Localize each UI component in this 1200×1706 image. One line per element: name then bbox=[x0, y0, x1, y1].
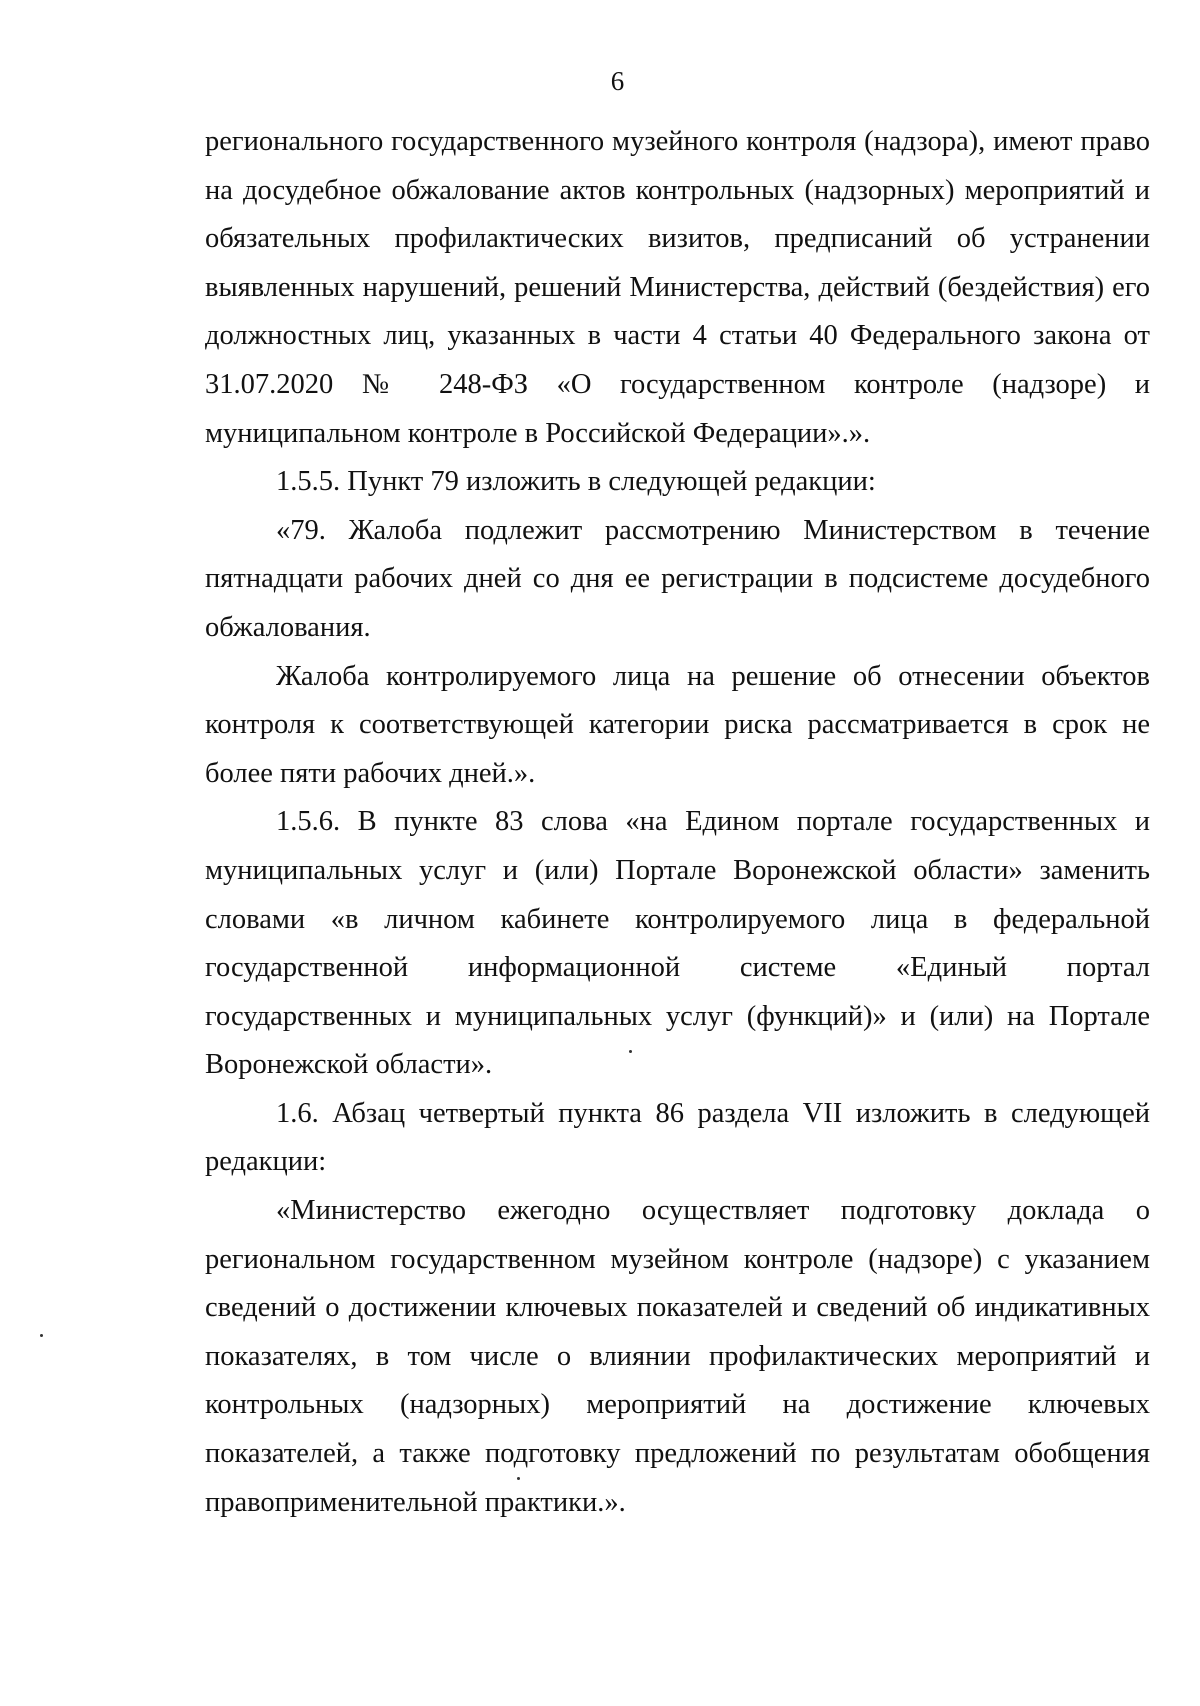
paragraph-ministry-report: «Министерство ежегодно осуществляет подготовку доклада о региональном государственном музейном контроле (надзоре) с указанием сведений о достижении ключевых показателей и сведений об индикативных показателях, в том числе о влиянии профилактических мероприятий и контрольных (надзорных) мероприятий на достижение ключевых показателей, а также подготовку предложений по результатам обобщения правоприменительной практики.». bbox=[205, 1195, 1150, 1518]
document-body bbox=[205, 118, 1150, 1527]
page-number: 6 bbox=[610, 66, 625, 96]
scan-speck bbox=[517, 1477, 520, 1480]
paragraph-item-1-5-6: 1.5.6. В пункте 83 слова «на Едином портале государственных и муниципальных услуг и (или) Портале Воронежской области» заменить словами «в личном кабинете контролируемого лица в федеральной государственной информационной системе «Единый портал государственных и муниципальных услуг (функций)» и (или) на Портале Воронежской области». bbox=[205, 806, 1150, 1081]
paragraph-item-1-6: 1.6. Абзац четвертый пункта 86 раздела VII изложить в следующей редакции: bbox=[205, 1097, 1150, 1178]
paragraph-item-1-5-5: 1.5.5. Пункт 79 изложить в следующей редакции: bbox=[276, 466, 876, 498]
paragraph-complaint-term: Жалоба контролируемого лица на решение об отнесении объектов контроля к соответствующей категории риска рассматривается в срок не более пяти рабочих дней.». bbox=[205, 660, 1150, 789]
scan-speck bbox=[40, 1334, 43, 1337]
scan-speck bbox=[629, 1050, 632, 1053]
paragraph-continuation: регионального государственного музейного контроля (надзора), имеют право на досудебное обжалование актов контрольных (надзорных) мероприятий и обязательных профилактических визитов, предписаний об устранении выявленных нарушений, решений Министерства, действий (бездействия) его должностных лиц, указанных в части 4 статьи 40 Федерального закона от 31.07.2020 № 248-ФЗ «О государственном контроле (надзоре) и муниципальном контроле в Российской Федерации».». bbox=[205, 126, 1150, 449]
paragraph-item-79: «79. Жалоба подлежит рассмотрению Министерством в течение пятнадцати рабочих дней со дня ее регистрации в подсистеме досудебного обжалования. bbox=[205, 514, 1150, 643]
